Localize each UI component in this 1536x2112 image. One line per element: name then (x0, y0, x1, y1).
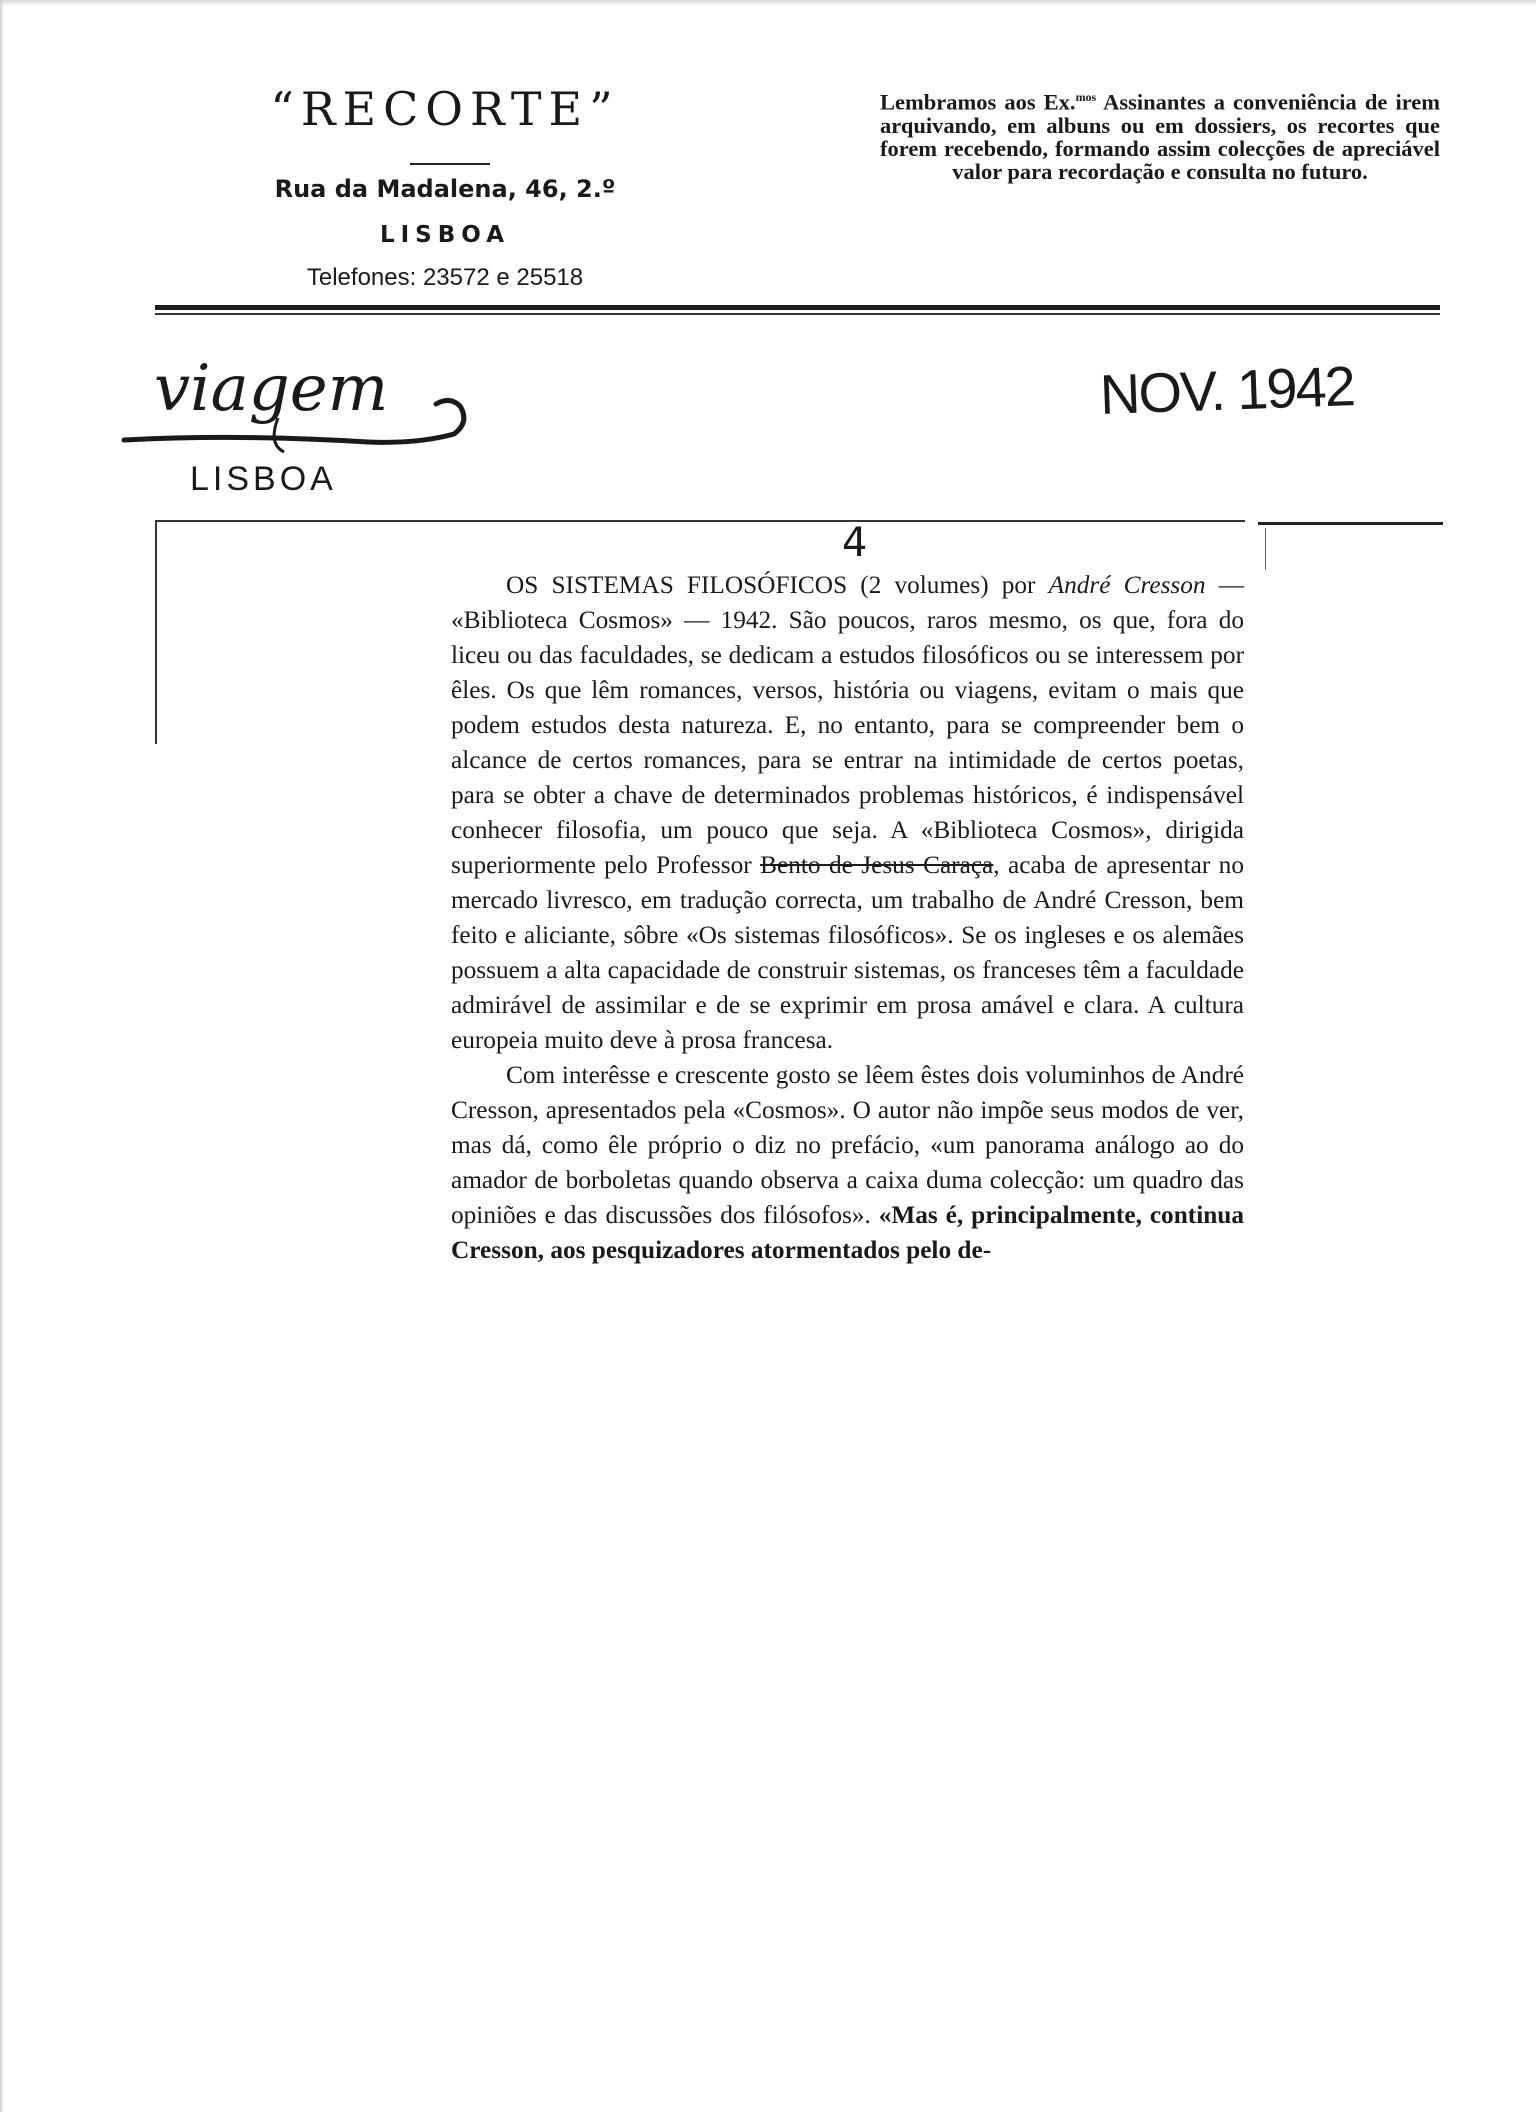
article-p1-text: — «Biblioteca Cosmos» — 1942. São poucos, raros mesmo, os que, fora do liceu ou das faculdades, se dedicam a estudos filosóficos ou se interessem por êles. Os que lêm romances, versos, história ou viagens, evitam o mais que podem estudos desta natureza. E, no entanto, para se compreender bem o alcance de certos romances, para se entrar na intimidade de certos poetas, para se obter a chave de determinados problemas históricos, é indispensável conhecer filosofia, um pouco que seja. A «Biblioteca Cosmos», dirigida superiormente pelo Professor (451, 571, 1245, 879)
clipping-frame-tick (1265, 528, 1266, 570)
notice-rest: Assinantes a conveniência de irem arquivando, em albuns ou em dossiers, os recortes que forem recebendo, formando assim colecções de apreciável valor para recordação e consulta no futuro. (880, 89, 1441, 184)
article-p2-bold: «Mas é, principalmente, continua Cresson, aos pesquizadores atormentados pelo de- (451, 1201, 1245, 1264)
article-volumes: (2 volumes) por (847, 571, 1049, 599)
page-number-text: 4 (842, 520, 868, 564)
struck-name: Bento de Jesus Caraça (760, 851, 994, 879)
clipping-frame-top (155, 520, 1245, 522)
header-rule-thin (155, 313, 1440, 315)
article-body (451, 568, 1244, 1268)
subscriber-notice (880, 86, 1440, 183)
clipping-service-phones: Telefones: 23572 e 25518 (306, 264, 584, 291)
article-paragraph-2 (451, 1058, 1244, 1268)
article-paragraph-1 (451, 568, 1244, 1058)
publication-logo (118, 348, 478, 468)
notice-superscript: mos (1075, 90, 1097, 104)
scan-edge-top (0, 0, 1536, 6)
clipping-frame-left (155, 520, 157, 744)
article-p2-text: Com interêsse e crescente gosto se lêem êstes dois voluminhos de André Cresson, apresentados pela «Cosmos». O autor não impõe seus modos de ver, mas dá, como êle próprio o diz no prefácio, «um panorama análogo ao do amador de borboletas quando observa a caixa duma colecção: um quadro das opiniões e das discussões dos filósofos». (451, 1061, 1244, 1229)
clipping-service-name: “RECORTE” (270, 82, 620, 136)
clipping-service-city: LISBOA (379, 222, 511, 248)
article-p1-end: , acaba de apresentar no mercado livresco, em tradução correcta, um trabalho de André Cresson, bem feito e aliciante, sôbre «Os sistemas filosóficos». Se os ingleses e os alemães possuem a alta capacidade de construir sistemas, os franceses têm a faculdade admirável de assimilar e de se exprimir em prosa amável e clara. A cultura europeia muito deve à prosa francesa. (451, 851, 1244, 1054)
article-author: André Cresson (1048, 571, 1206, 599)
article-title: OS SISTEMAS FILOSÓFICOS (506, 571, 848, 599)
header-divider (410, 163, 490, 165)
publication-date: NOV. 1942 (1098, 354, 1355, 426)
publication-city: LISBOA (190, 460, 337, 498)
header-rule-thick (155, 305, 1440, 310)
publication-name: viagem (154, 352, 389, 426)
clipping-service-address: Rua da Madalena, 46, 2.º (274, 175, 616, 203)
notice-start: Lembramos aos Ex. (880, 89, 1076, 115)
handwritten-page-number (838, 516, 872, 564)
clipping-frame-top-right (1258, 522, 1443, 525)
scan-edge-left (0, 0, 4, 2112)
